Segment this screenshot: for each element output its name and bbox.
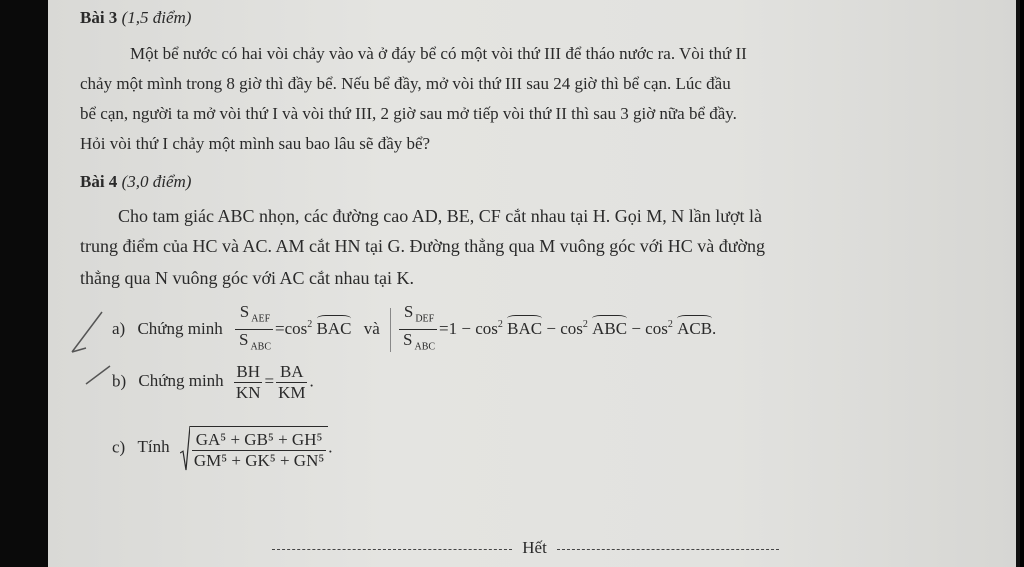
and-word: và [363, 318, 380, 338]
problem3-points: (1,5 điểm) [121, 8, 192, 27]
angle-bac-1: BAC [316, 318, 352, 338]
part-a-text: Chứng minh [137, 318, 223, 338]
num-c: GA⁵ + GB⁵ + GH⁵ [192, 430, 326, 451]
angle-bac-2: BAC [507, 318, 543, 338]
part-a-label: a) [112, 318, 126, 338]
square-4: 2 [667, 319, 673, 331]
problem3-line-3: bể cạn, người ta mở vòi thứ I và vòi thứ III, 2 giờ sau mở tiếp vòi thứ II thì sau 3 giờ nữa bể đầy. [80, 104, 737, 123]
part-b [112, 362, 314, 403]
square-1: 2 [307, 319, 313, 331]
eq-one-minus-cos: =1 − cos [439, 318, 498, 338]
angle-acb: ACB [677, 318, 713, 338]
minus-cos-1: − cos [546, 318, 583, 338]
page-edge [1016, 0, 1020, 567]
f1-den: S [238, 330, 249, 350]
book-binding [0, 0, 48, 567]
eq-cos: =cos [275, 318, 308, 338]
fraction-def-abc [399, 302, 437, 358]
problem3-heading [80, 8, 191, 28]
problem4-title: Bài 4 [80, 172, 118, 191]
pen-mark-b [82, 364, 112, 386]
radical-sign [180, 426, 190, 471]
problem4-points: (3,0 điểm) [121, 172, 192, 191]
den-km: KM [278, 383, 306, 402]
f2-den: S [403, 330, 413, 350]
den-kn: KN [235, 383, 261, 402]
problem4-line-1: Cho tam giác ABC nhọn, các đường cao AD, BE, CF cắt nhau tại H. Gọi M, N lần lượt là [118, 206, 762, 226]
part-a [112, 302, 716, 358]
pen-mark-a [66, 310, 106, 358]
end-text: Hết [522, 538, 547, 557]
problem3-line-1: Một bể nước có hai vòi chảy vào và ở đáy bể có một vòi thứ III để tháo nước ra. Vòi thứ II [130, 44, 747, 63]
f2-num-sub: DEF [415, 313, 435, 325]
num-ba: BA [276, 362, 307, 383]
square-3: 2 [582, 319, 588, 331]
dash-right [557, 549, 779, 550]
square-2: 2 [497, 319, 503, 331]
part-b-label: b) [112, 371, 127, 391]
part-c-label: c) [112, 437, 126, 457]
angle-abc: ABC [592, 318, 628, 338]
fraction-c [192, 430, 326, 471]
problem4-line-3: thẳng qua N vuông góc với AC cắt nhau tại K. [80, 268, 414, 288]
period-c: . [328, 437, 333, 457]
part-c [112, 426, 333, 471]
f2-den-sub: ABC [414, 341, 436, 353]
divider [390, 308, 391, 352]
part-b-text: Chứng minh [138, 371, 224, 391]
f2-num: S [403, 302, 414, 321]
part-c-text: Tính [137, 437, 170, 457]
problem3-line-2: chảy một mình trong 8 giờ thì đầy bể. Nếu bể đầy, mở vòi thứ III sau 24 giờ thì bể cạn. Lúc đầu [80, 74, 731, 93]
f1-num-sub: AEF [251, 313, 271, 325]
square-root [180, 426, 328, 471]
period-a: . [712, 318, 717, 338]
problem4-heading [80, 172, 191, 192]
fraction-bh-kn [234, 362, 263, 403]
minus-cos-2: − cos [631, 318, 668, 338]
eq-b: = [264, 371, 275, 391]
problem3-line-4: Hỏi vòi thứ I chảy một mình sau bao lâu sẽ đầy bể? [80, 134, 431, 153]
problem4-line-2: trung điểm của HC và AC. AM cắt HN tại G. Đường thẳng qua M vuông góc với HC và đường [80, 236, 765, 256]
num-bh: BH [234, 362, 263, 383]
fraction-aef-abc [235, 302, 273, 358]
problem3-title: Bài 3 [80, 8, 118, 27]
den-c: GM⁵ + GK⁵ + GN⁵ [193, 451, 325, 470]
dash-left [272, 549, 512, 550]
period-b: . [309, 371, 314, 391]
f1-num: S [239, 302, 250, 321]
f1-den-sub: ABC [250, 341, 271, 353]
fraction-ba-km [276, 362, 307, 403]
footer [272, 538, 779, 558]
